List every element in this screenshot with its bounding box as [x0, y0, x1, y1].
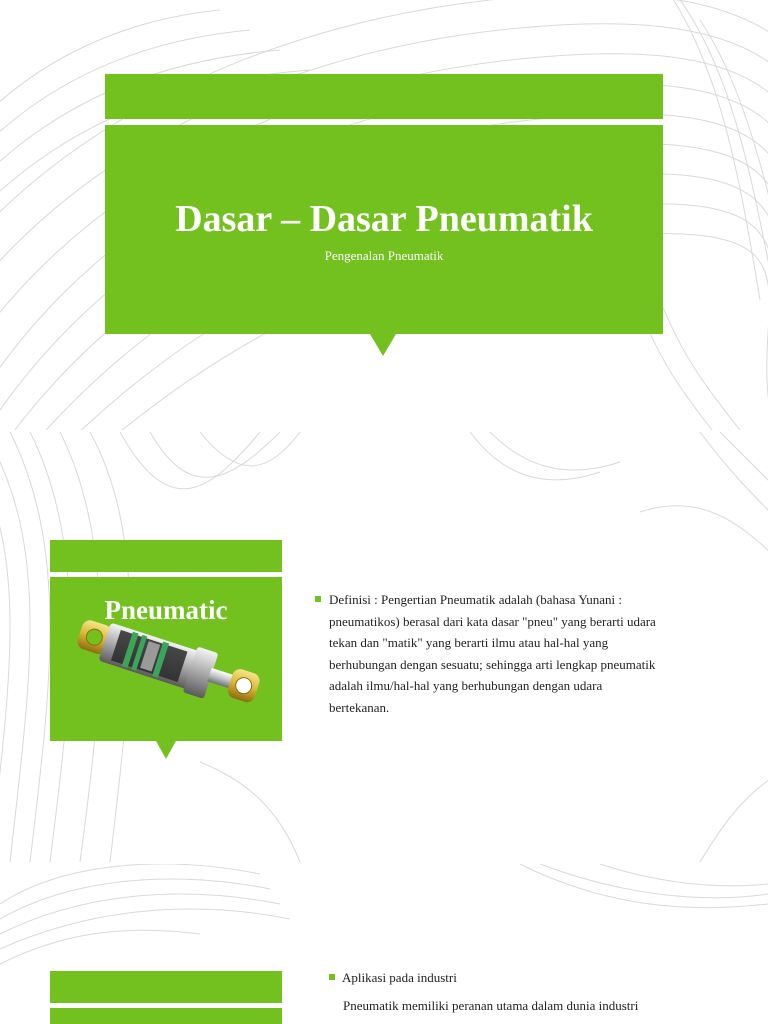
definition-line: tekan dan "matik" yang berarti ilmu atau hal-hal yang	[329, 635, 609, 650]
section-title: Pneumatic	[104, 595, 228, 625]
slide-title-text: Dasar – Dasar Pneumatik	[175, 198, 593, 240]
section-accent-bar	[50, 971, 282, 1003]
slide-definition	[0, 432, 768, 862]
definition-line: Definisi : Pengertian Pneumatik adalah (bahasa Yunani :	[329, 592, 623, 607]
pneumatic-cylinder-icon	[72, 614, 262, 719]
definition-line: pneumatikos) berasal dari kata dasar "pneu" yang berarti udara	[329, 613, 656, 629]
slide-subtitle: Pengenalan Pneumatik	[324, 248, 444, 263]
definition-line: bertekanan.	[329, 699, 390, 715]
section-accent-bar	[50, 540, 282, 572]
definition-line: adalah ilmu/hal-hal yang berhubungan dengan udara	[329, 678, 603, 693]
bullet-marker	[329, 974, 335, 980]
slide-application	[0, 864, 768, 1024]
definition-line: berhubungan dengan sesuatu; sehingga arti lengkap pneumatik	[329, 656, 656, 672]
section-title-box	[50, 1008, 282, 1024]
application-bullet: Aplikasi pada industri	[342, 970, 457, 985]
title-pointer	[370, 334, 396, 356]
title-accent-bar	[105, 74, 663, 119]
application-paragraph: Pneumatik memiliki peranan utama dalam dunia industri	[343, 998, 639, 1013]
bullet-marker	[315, 596, 321, 602]
section-pointer	[156, 741, 176, 759]
slide-title	[0, 0, 768, 430]
definition-text	[329, 589, 689, 718]
